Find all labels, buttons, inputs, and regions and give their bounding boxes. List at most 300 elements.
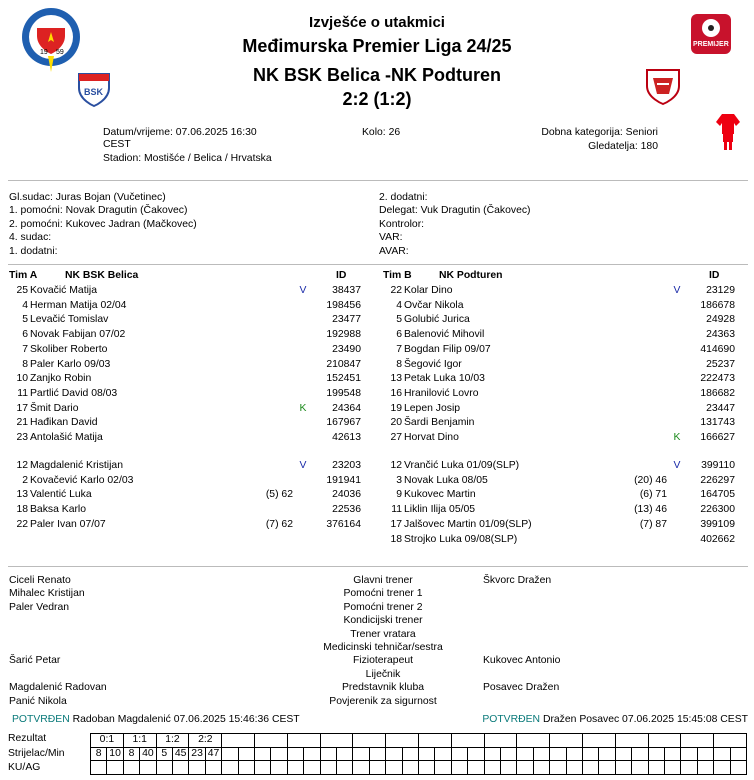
- confirm-right-text: Dražen Posavec 07.06.2025 15:45:08 CEST: [542, 714, 748, 725]
- player-row: [383, 328, 735, 343]
- player-number: 17: [390, 518, 402, 530]
- scorer-cell: 45: [172, 747, 189, 762]
- player-sub-info: [245, 299, 295, 314]
- player-sub-info: [619, 387, 669, 402]
- match-round: Kolo: 26: [362, 127, 401, 138]
- player-number: 12: [16, 460, 28, 471]
- player-mark: [669, 533, 685, 548]
- staff-role: Medicinski tehničar/sestra: [323, 641, 443, 653]
- scorer-cell: 23: [188, 747, 205, 762]
- staff-role: Predstavnik kluba: [341, 682, 424, 694]
- result-cell: [582, 733, 616, 748]
- player-id: 199548: [326, 387, 361, 399]
- card-cell: [434, 760, 451, 775]
- scorer-cell: 47: [205, 747, 222, 762]
- player-number: 6: [22, 329, 28, 341]
- player-row: [383, 474, 735, 489]
- player-name: Levačić Tomislav: [30, 314, 109, 326]
- divider: [8, 180, 748, 181]
- player-name: Hađikan David: [30, 417, 98, 429]
- player-number: 11: [17, 387, 28, 399]
- stats-grid: [90, 733, 746, 776]
- result-cell: [615, 733, 649, 748]
- player-number: 27: [390, 432, 402, 444]
- result-cell: [648, 733, 682, 748]
- scorer-cell: [418, 747, 435, 762]
- player-id: 38437: [332, 285, 361, 296]
- player-mark: V: [299, 460, 307, 471]
- player-number: 2: [22, 474, 28, 486]
- scorer-cell: 8: [90, 747, 107, 762]
- player-number: 11: [391, 504, 402, 516]
- confirm-right: [482, 713, 748, 726]
- player-sub-info: [245, 372, 295, 387]
- match-timezone: CEST: [103, 139, 131, 150]
- player-mark: [295, 343, 311, 358]
- team-b-name: NK Podturen: [439, 270, 503, 281]
- player-sub-info: [245, 328, 295, 343]
- staff-role: Trener vratara: [350, 628, 416, 640]
- player-number: 22: [16, 518, 28, 530]
- player-id: 402662: [700, 533, 735, 545]
- player-sub-info: [619, 284, 669, 299]
- player-id: 152451: [326, 373, 361, 385]
- report-title: Izvješće o utakmici: [309, 14, 445, 31]
- staff-name-b: Kukovec Antonio: [483, 655, 561, 667]
- player-name: Herman Matija 02/04: [30, 299, 127, 311]
- player-id: 25237: [706, 358, 735, 370]
- jersey-icon: [715, 112, 741, 152]
- player-mark: V: [299, 285, 307, 296]
- official-entry: 4. sudac:: [9, 232, 52, 244]
- stats-label-result: Rezultat: [8, 733, 47, 744]
- result-cell: [484, 733, 518, 748]
- player-number: 8: [22, 358, 28, 370]
- result-cell: 1:2: [156, 733, 190, 748]
- player-id: 24036: [332, 489, 361, 501]
- player-sub-info: (7) 87: [639, 518, 667, 530]
- team-a-subs: [9, 459, 361, 533]
- card-cell: [598, 760, 615, 775]
- scorer-cell: [680, 747, 697, 762]
- player-id: 22536: [332, 504, 361, 516]
- player-name: Šegović Igor: [404, 358, 462, 370]
- result-cell: 1:1: [123, 733, 157, 748]
- player-id: 210847: [326, 358, 361, 370]
- scorer-cell: [615, 747, 632, 762]
- staff-name-a: [9, 628, 107, 641]
- player-name: Kolar Dino: [404, 285, 453, 296]
- player-row: [9, 313, 361, 328]
- player-sub-info: [619, 416, 669, 431]
- player-name: Šardi Benjamin: [404, 417, 475, 429]
- scorer-cell: [221, 747, 238, 762]
- card-cell: [156, 760, 173, 775]
- scorer-cell: [697, 747, 714, 762]
- staff-name-b: [483, 614, 560, 627]
- player-number: 23: [16, 432, 28, 444]
- player-name: Ovčar Nikola: [404, 299, 464, 311]
- card-cell: [106, 760, 123, 775]
- player-sub-info: [619, 313, 669, 328]
- player-name: Golubić Jurica: [404, 314, 470, 326]
- player-id: 23490: [332, 343, 361, 355]
- player-number: 22: [390, 285, 402, 296]
- match-stadium: Stadion: Mostišće / Belica / Hrvatska: [103, 153, 272, 164]
- league-title: Međimurska Premier Liga 24/25: [242, 36, 512, 56]
- scorer-cell: [566, 747, 583, 762]
- officials-left: [9, 191, 197, 258]
- player-number: 18: [16, 504, 28, 516]
- player-number: 17: [16, 402, 28, 414]
- player-name: Šmit Dario: [30, 402, 79, 414]
- card-cell: [205, 760, 222, 775]
- card-cell: [533, 760, 550, 775]
- official-entry: VAR:: [379, 232, 403, 244]
- player-sub-info: [619, 358, 669, 373]
- result-cell: [221, 733, 255, 748]
- player-name: Zanjko Robin: [30, 373, 92, 385]
- player-sub-info: (7) 62: [265, 518, 293, 530]
- player-name: Hranilović Lovro: [404, 387, 479, 399]
- player-mark: [669, 416, 685, 431]
- player-row: [383, 387, 735, 402]
- player-mark: [295, 299, 311, 314]
- player-row: [383, 431, 735, 446]
- player-name: Bogdan Filip 09/07: [404, 343, 491, 355]
- player-sub-info: (6) 71: [639, 489, 667, 501]
- team-a-name: NK BSK Belica: [65, 270, 139, 281]
- staff-name-b: [483, 601, 560, 614]
- player-number: 25: [16, 285, 28, 296]
- card-cell: [385, 760, 402, 775]
- player-sub-info: [245, 313, 295, 328]
- player-id: 23447: [706, 402, 735, 414]
- spectators: Gledatelja: 180: [588, 141, 658, 152]
- player-sub-info: [619, 402, 669, 417]
- player-row: [383, 459, 735, 474]
- team-a-id-header: ID: [336, 270, 347, 281]
- player-row: [383, 402, 735, 417]
- player-mark: [295, 372, 311, 387]
- player-row: [383, 503, 735, 518]
- player-mark: V: [673, 460, 681, 471]
- stats-label-scorers: Strijelac/Min: [8, 748, 65, 759]
- staff-name-a: Paler Vedran: [9, 601, 70, 613]
- staff-name-b: [483, 695, 560, 708]
- svg-text:PREMIJER: PREMIJER: [693, 41, 729, 48]
- card-cell: [500, 760, 517, 775]
- card-cell: [123, 760, 140, 775]
- player-sub-info: [245, 402, 295, 417]
- result-cell: [254, 733, 288, 748]
- player-id: 23203: [332, 460, 361, 471]
- player-name: Baksa Karlo: [30, 504, 87, 516]
- staff-name-a: Šarić Petar: [9, 655, 61, 667]
- divider: [8, 264, 748, 265]
- player-name: Liklin Ilija 05/05: [404, 504, 476, 516]
- player-sub-info: [619, 299, 669, 314]
- player-id: 167967: [326, 417, 361, 429]
- player-sub-info: (20) 46: [634, 474, 667, 486]
- player-mark: V: [673, 285, 681, 296]
- scorer-cell: [385, 747, 402, 762]
- official-entry: Kontrolor:: [379, 218, 425, 230]
- player-number: 9: [396, 489, 402, 501]
- player-number: 13: [16, 489, 28, 501]
- player-number: 10: [16, 373, 28, 385]
- player-name: Skoliber Roberto: [30, 343, 108, 355]
- card-cell: [451, 760, 468, 775]
- player-id: 164705: [700, 489, 735, 501]
- player-mark: K: [299, 402, 307, 414]
- player-number: 7: [396, 343, 402, 355]
- card-cell: [697, 760, 714, 775]
- player-id: 24364: [332, 402, 361, 414]
- scorer-cell: [467, 747, 484, 762]
- card-cell: [336, 760, 353, 775]
- player-id: 192988: [326, 329, 361, 341]
- confirm-right-status: POTVRĐEN: [482, 714, 541, 725]
- player-row: [383, 358, 735, 373]
- team-a-starters: [9, 284, 361, 446]
- staff-role: Kondicijski trener: [343, 615, 423, 627]
- staff-name-b: [483, 628, 560, 641]
- result-cell: [451, 733, 485, 748]
- card-cell: [221, 760, 238, 775]
- team-b-label: Tim B: [383, 270, 412, 281]
- card-cell: [582, 760, 599, 775]
- player-name: Partlić David 08/03: [30, 387, 118, 399]
- player-mark: [669, 372, 685, 387]
- player-mark: K: [673, 432, 681, 444]
- player-sub-info: [245, 387, 295, 402]
- staff-name-a: [9, 668, 107, 681]
- player-sub-info: [619, 431, 669, 446]
- player-row: [9, 284, 361, 299]
- scorer-cell: [631, 747, 648, 762]
- scorer-cell: [713, 747, 730, 762]
- result-cell: [713, 733, 747, 748]
- card-cell: [172, 760, 189, 775]
- team-b-id-header: ID: [709, 270, 720, 281]
- player-number: 3: [396, 474, 402, 486]
- player-name: Strojko Luka 09/08(SLP): [404, 533, 518, 545]
- player-sub-info: [245, 459, 295, 474]
- staff-name-a: Magdalenić Radovan: [9, 682, 107, 694]
- player-name: Petak Luka 10/03: [404, 373, 485, 385]
- confirm-left-status: POTVRĐEN: [12, 714, 70, 725]
- scorer-cell: [516, 747, 533, 762]
- scorer-cell: [533, 747, 550, 762]
- card-cell: [713, 760, 730, 775]
- player-mark: [295, 358, 311, 373]
- player-name: Valentić Luka: [30, 489, 92, 501]
- player-id: 186678: [700, 299, 735, 311]
- official-entry: Gl.sudac: Juras Bojan (Vučetinec): [9, 192, 166, 203]
- player-id: 131743: [700, 417, 735, 429]
- player-name: Horvat Dino: [404, 432, 459, 444]
- player-mark: [669, 503, 685, 518]
- result-cell: [320, 733, 354, 748]
- card-cell: [352, 760, 369, 775]
- player-row: [9, 358, 361, 373]
- player-id: 226297: [700, 474, 735, 486]
- scorer-cell: [582, 747, 599, 762]
- age-category: Dobna kategorija: Seniori: [541, 127, 658, 138]
- player-number: 13: [390, 373, 402, 385]
- player-mark: [669, 474, 685, 489]
- staff-roles: [302, 574, 464, 708]
- player-id: 399110: [701, 460, 735, 471]
- player-name: Novak Fabijan 07/02: [30, 329, 126, 341]
- card-cell: [254, 760, 271, 775]
- result-cell: [516, 733, 550, 748]
- scorer-cell: [303, 747, 320, 762]
- staff-role: Liječnik: [365, 668, 401, 680]
- player-row: [383, 299, 735, 314]
- result-cell: 0:1: [90, 733, 124, 748]
- staff-name-a: Panić Nikola: [9, 695, 67, 707]
- official-entry: 1. dodatni:: [9, 245, 58, 257]
- confirm-left: [12, 713, 300, 726]
- player-mark: [669, 299, 685, 314]
- scorer-cell: [451, 747, 468, 762]
- staff-name-b: Škvorc Dražen: [483, 575, 552, 586]
- player-number: 5: [396, 314, 402, 326]
- player-row: [383, 284, 735, 299]
- player-number: 19: [390, 402, 402, 414]
- card-cell: [549, 760, 566, 775]
- player-id: 414690: [700, 343, 735, 355]
- player-id: 376164: [326, 518, 361, 530]
- scorer-cell: 5: [156, 747, 173, 762]
- player-id: 42613: [332, 432, 361, 444]
- player-id: 222473: [700, 373, 735, 385]
- scorer-cell: 10: [106, 747, 123, 762]
- player-sub-info: [245, 416, 295, 431]
- scorer-cell: [664, 747, 681, 762]
- player-row: [9, 299, 361, 314]
- player-mark: [295, 518, 311, 533]
- scorer-cell: [352, 747, 369, 762]
- card-cell: [648, 760, 665, 775]
- player-mark: [295, 387, 311, 402]
- card-cell: [467, 760, 484, 775]
- player-name: Paler Karlo 09/03: [30, 358, 111, 370]
- player-number: 6: [396, 329, 402, 341]
- player-name: Antolašić Matija: [30, 432, 103, 444]
- result-cell: [418, 733, 452, 748]
- player-mark: [295, 328, 311, 343]
- scorer-cell: 40: [139, 747, 156, 762]
- player-sub-info: [619, 328, 669, 343]
- result-cell: [385, 733, 419, 748]
- staff-name-a: Mihalec Kristijan: [9, 588, 85, 600]
- player-name: Lepen Josip: [404, 402, 461, 414]
- scorer-cell: [434, 747, 451, 762]
- stats-label-cards: KU/AG: [8, 762, 41, 773]
- player-mark: [295, 474, 311, 489]
- card-cell: [270, 760, 287, 775]
- staff-name-a: [9, 641, 107, 654]
- card-cell: [287, 760, 304, 775]
- player-id: 24363: [706, 329, 735, 341]
- scorer-cell: [648, 747, 665, 762]
- card-cell: [566, 760, 583, 775]
- officials-right: [379, 191, 531, 258]
- player-name: Vrančić Luka 01/09(SLP): [404, 460, 520, 471]
- player-id: 226300: [700, 504, 735, 516]
- scorer-cell: [320, 747, 337, 762]
- team-a-label: Tim A: [9, 270, 38, 281]
- match-score: 2:2 (1:2): [342, 89, 412, 109]
- scorer-cell: [598, 747, 615, 762]
- staff-name-b: [483, 587, 560, 600]
- player-id: 191941: [326, 474, 361, 486]
- player-mark: [669, 402, 685, 417]
- scorer-cell: [287, 747, 304, 762]
- player-mark: [669, 343, 685, 358]
- scorer-cell: [270, 747, 287, 762]
- player-id: 198456: [326, 299, 361, 311]
- svg-text:59: 59: [56, 49, 64, 56]
- scorer-cell: [254, 747, 271, 762]
- player-row: [9, 474, 361, 489]
- player-row: [9, 431, 361, 446]
- staff-team-a: [9, 574, 107, 708]
- card-cell: [631, 760, 648, 775]
- player-mark: [295, 488, 311, 503]
- svg-text:19: 19: [40, 49, 48, 56]
- player-mark: [669, 328, 685, 343]
- scorer-cell: 8: [123, 747, 140, 762]
- player-number: 21: [16, 417, 28, 429]
- card-cell: [516, 760, 533, 775]
- player-name: Paler Ivan 07/07: [30, 518, 106, 530]
- scorer-cell: [484, 747, 501, 762]
- divider: [8, 566, 748, 567]
- player-mark: [669, 387, 685, 402]
- player-sub-info: [619, 459, 669, 474]
- staff-role: Povjerenik za sigurnost: [329, 695, 437, 707]
- scorer-cell: [500, 747, 517, 762]
- player-mark: [669, 518, 685, 533]
- player-row: [9, 402, 361, 417]
- player-mark: [295, 503, 311, 518]
- card-cell: [320, 760, 337, 775]
- player-sub-info: [245, 284, 295, 299]
- card-cell: [90, 760, 107, 775]
- player-mark: [669, 358, 685, 373]
- player-id: 23129: [706, 285, 735, 296]
- svg-text:BSK: BSK: [84, 87, 104, 97]
- player-row: [383, 533, 735, 548]
- team-b-starters: [383, 284, 735, 446]
- scorer-cell: [402, 747, 419, 762]
- staff-name-a: [9, 614, 107, 627]
- result-cell: [549, 733, 583, 748]
- player-row: [9, 488, 361, 503]
- official-entry: Delegat: Vuk Dragutin (Čakovec): [379, 205, 531, 217]
- player-number: 8: [396, 358, 402, 370]
- staff-name-b: Posavec Dražen: [483, 682, 560, 694]
- result-cell: [352, 733, 386, 748]
- staff-name-b: [483, 641, 560, 654]
- scorer-cell: [730, 747, 747, 762]
- player-row: [383, 416, 735, 431]
- player-sub-info: [245, 474, 295, 489]
